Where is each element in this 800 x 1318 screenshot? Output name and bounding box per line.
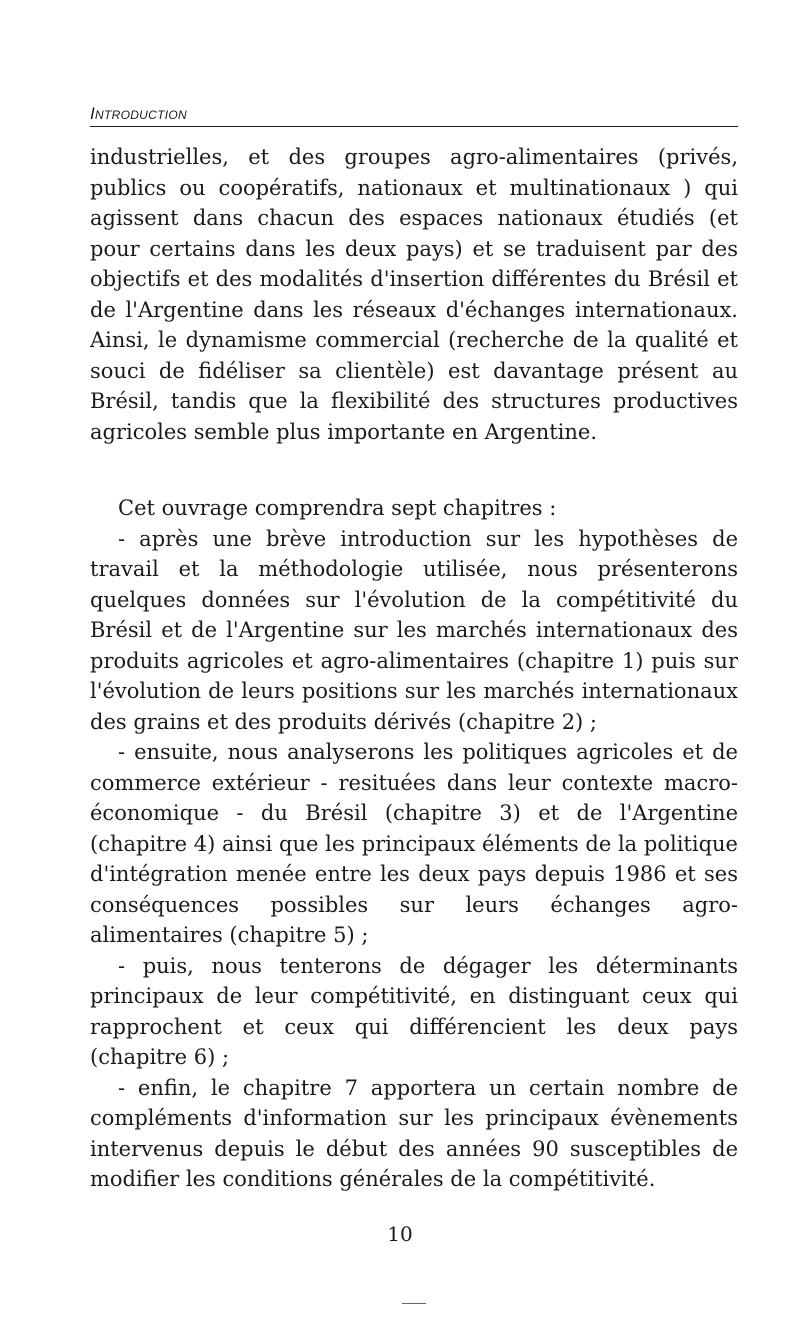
footer-rule <box>402 1303 426 1304</box>
page-header <box>90 104 738 127</box>
paragraph-chapter-7: - enfin, le chapitre 7 apportera un certain nombre de compléments d'information sur les principaux évènements intervenus depuis le début des années 90 susceptibles de modifier les conditions générales de la compétitivité. <box>90 1075 738 1191</box>
body-text <box>90 142 738 1195</box>
paragraph-chapters-3-5: - ensuite, nous analyserons les politiques agricoles et de commerce extérieur - resituées dans leur contexte macro-économique - du Brésil (chapitre 3) et de l'Argentine (chapitre 4) ainsi que les principaux éléments de la politique d'intégration menée entre les deux pays depuis 1986 et ses conséquences possibles sur leurs échanges agro-alimentaires (chapitre 5) ; <box>90 740 738 947</box>
paragraph-continuation: industrielles, et des groupes agro-alimentaires (privés, publics ou coopératifs, nationaux et multinationaux ) qui agissent dans chacun des espaces nationaux étudiés (et pour certains dans les deux pays) et se traduisent par des objectifs et des modalités d'insertion différentes du Brésil et de l'Argentine dans les réseaux d'échanges internationaux. Ainsi, le dynamisme commercial (recherche de la qualité et souci de fidéliser sa clientèle) est davantage présent au Brésil, tandis que la flexibilité des structures productives agricoles semble plus importante en Argentine. <box>90 145 738 444</box>
page-number: 10 <box>387 1222 413 1246</box>
running-head: Introduction <box>90 104 187 123</box>
paragraph-chapters-intro: Cet ouvrage comprendra sept chapitres : <box>118 496 557 520</box>
paragraph-chapter-6: - puis, nous tenterons de dégager les déterminants principaux de leur compétitivité, en distinguant ceux qui rapprochent et ceux qui différencient les deux pays (chapitre 6) ; <box>90 953 738 1069</box>
paragraph-chapters-1-2: - après une brève introduction sur les hypothèses de travail et la méthodologie utilisée, nous présenterons quelques données sur l'évolution de la compétitivité du Brésil et de l'Argentine sur les marchés internationaux des produits agricoles et agro-alimentaires (chapitre 1) puis sur l'évolution de leurs positions sur les marchés internationaux des grains et des produits dérivés (chapitre 2) ; <box>90 526 738 734</box>
